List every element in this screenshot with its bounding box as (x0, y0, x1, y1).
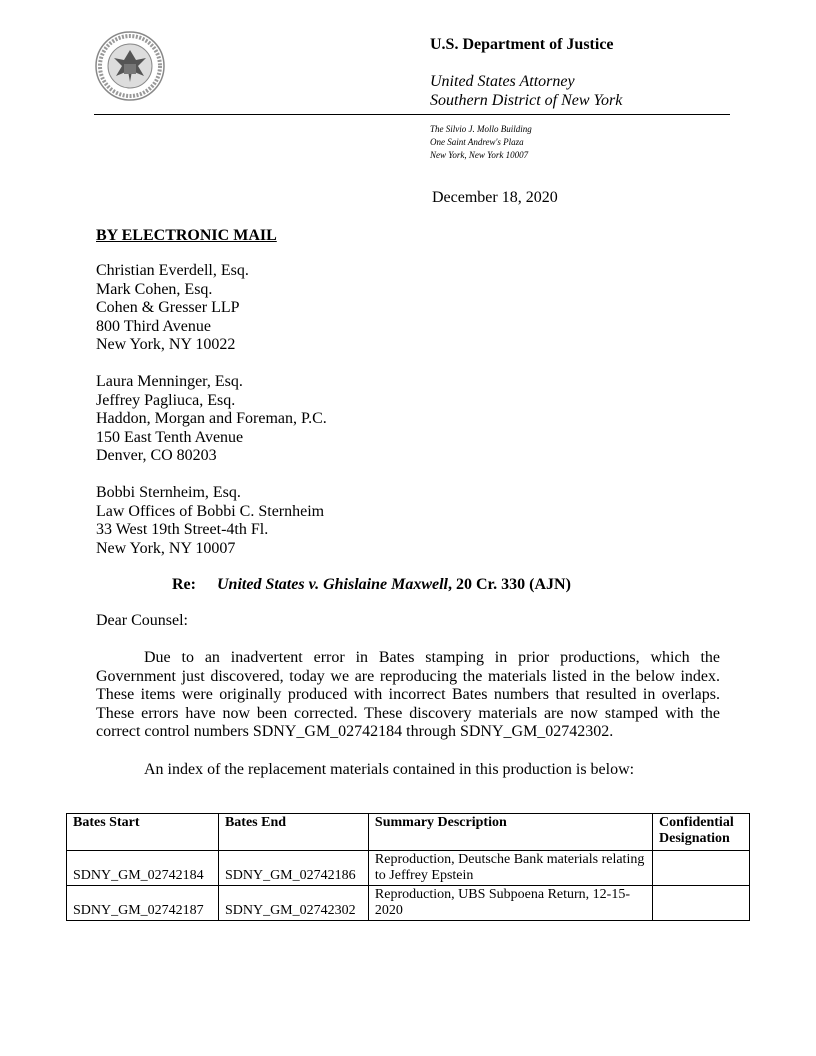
department-name: U.S. Department of Justice (430, 36, 614, 53)
recipient-line: Jeffrey Pagliuca, Esq. (96, 391, 236, 409)
address-line: The Silvio J. Mollo Building (430, 124, 532, 134)
case-name: United States v. Ghislaine Maxwell (217, 576, 448, 593)
recipient-block (96, 373, 327, 466)
recipient-line: Denver, CO 80203 (96, 447, 217, 464)
recipient-line: Bobbi Sternheim, Esq. (96, 484, 241, 501)
table-header-row (67, 814, 750, 851)
office-title: United States Attorney (430, 73, 575, 90)
table-cell: SDNY_GM_02742184 (67, 851, 219, 886)
re-line (172, 576, 571, 594)
address-line: New York, New York 10007 (430, 150, 529, 160)
table-cell (653, 886, 750, 921)
recipient-line: Haddon, Morgan and Foreman, P.C. (96, 410, 327, 427)
table-row (67, 886, 750, 921)
table-row (67, 851, 750, 886)
recipient-line: 150 East Tenth Avenue (96, 428, 244, 446)
case-number: , 20 Cr. 330 (AJN) (447, 576, 571, 593)
table-cell: SDNY_GM_02742302 (218, 886, 368, 921)
recipient-line: Christian Everdell, Esq. (96, 262, 249, 279)
table-cell: SDNY_GM_02742187 (67, 886, 219, 921)
recipient-line: New York, NY 10007 (96, 539, 236, 557)
office-address (430, 123, 532, 162)
recipient-line: Laura Menninger, Esq. (96, 373, 243, 390)
column-header: Bates End (218, 814, 368, 851)
letter-date: December 18, 2020 (432, 189, 558, 206)
office-district: Southern District of New York (430, 92, 623, 109)
doj-seal-icon (94, 30, 166, 102)
recipient-line: Mark Cohen, Esq. (96, 280, 213, 298)
recipient-line: New York, NY 10022 (96, 336, 236, 353)
re-label: Re: (172, 576, 196, 593)
recipient-block (96, 262, 249, 355)
table-cell (653, 851, 750, 886)
recipient-line: Law Offices of Bobbi C. Sternheim (96, 502, 325, 520)
table-cell: Reproduction, Deutsche Bank materials relating to Jeffrey Epstein (368, 851, 652, 886)
column-header: Bates Start (67, 814, 219, 851)
header-rule (94, 114, 730, 115)
delivery-method: BY ELECTRONIC MAIL (96, 227, 277, 244)
body-paragraph: Due to an inadvertent error in Bates stamping in prior productions, which the Government just discovered, today we are reproducing the materials listed in the below index. These items were originally produced with incorrect Bates numbers that resulted in overlaps. These errors have now been corrected. These discovery materials are now stamped with the correct control numbers SDNY_GM_02742184 through SDNY_GM_02742302. (96, 649, 720, 740)
salutation: Dear Counsel: (96, 612, 188, 629)
address-line: One Saint Andrew's Plaza (430, 137, 524, 147)
recipient-block (96, 484, 324, 558)
body-paragraph: An index of the replacement materials contained in this production is below: (144, 761, 635, 778)
table-cell: SDNY_GM_02742186 (218, 851, 368, 886)
table-cell: Reproduction, UBS Subpoena Return, 12-15-2020 (368, 886, 652, 921)
recipient-line: 33 West 19th Street-4th Fl. (96, 521, 269, 538)
column-header: Summary Description (368, 814, 652, 851)
recipient-line: Cohen & Gresser LLP (96, 299, 240, 316)
production-index-table (66, 813, 750, 921)
recipient-line: 800 Third Avenue (96, 317, 211, 335)
letterhead (430, 36, 622, 110)
column-header: Confidential Designation (653, 814, 750, 851)
